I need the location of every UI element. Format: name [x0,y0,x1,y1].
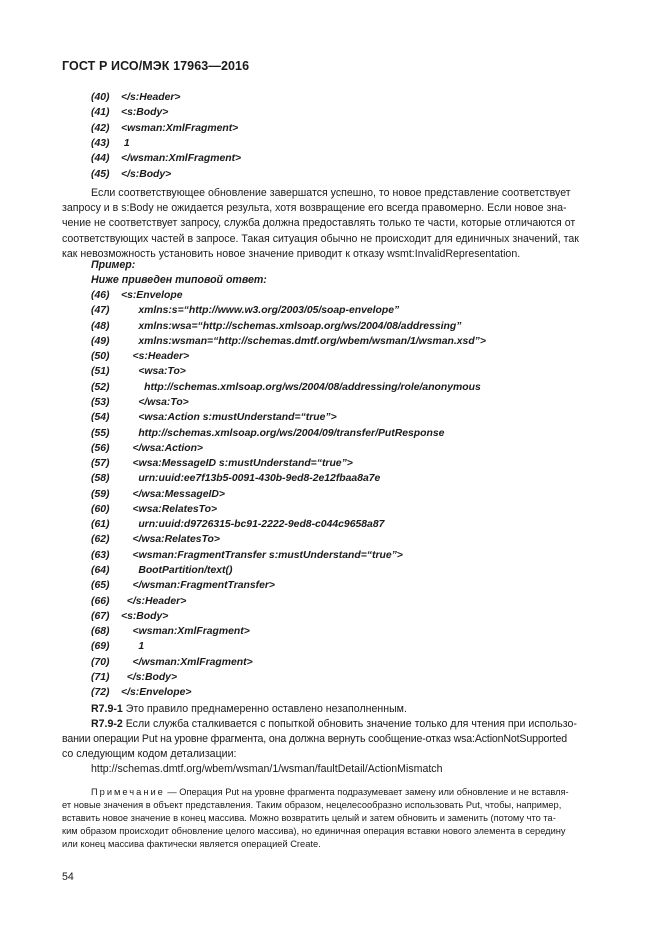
code-text: BootPartition/text() [121,565,233,577]
code-text: urn:uuid:ee7f13b5-0091-430b-9ed8-2e12fbaa8a7e [121,473,381,485]
code-line [91,305,399,317]
note-line3: вставить новое значение в конец массива. Можно возвратить целый и затем обновить и заменить (потому что та- [62,813,556,823]
code-line [91,672,177,684]
code-text: </s:Body> [121,672,178,683]
line-number: (69) [91,641,110,653]
code-line [91,687,191,699]
code-line [91,153,241,165]
paragraph-line: запросу и в s:Body не ожидается результа, хотя возвращение его всегда правомерно. Если новое зна- [62,202,567,215]
rule-r7-9-2-line2: вании операции Put на уровне фрагмента, она должна вернуть сообщение-отказ wsa:ActionNotSupported [62,733,567,745]
code-text: http://schemas.xmlsoap.org/ws/2004/09/transfer/PutResponse [121,427,445,439]
code-text: </s:Header> [121,92,181,103]
note-text: — Операция Put на уровне фрагмента подразумевает замену или обновление и не вставля- [164,787,569,797]
code-text: urn:uuid:d9726315-bc91-2222-9ed8-c044c9658a87 [121,519,385,531]
paragraph-line: чение не соответствует запросу, служба должна предоставлять только те части, которые отличаются от [62,217,576,230]
rule-r7-9-1 [91,703,407,715]
line-number: (61) [91,519,110,531]
code-line [91,366,186,378]
line-number: (43) [91,137,110,149]
code-line [91,123,238,135]
code-text: <wsa:RelatesTo> [121,503,218,515]
code-text: xmlns:wsa=“http://schemas.xmlsoap.org/ws/2004/08/addressing” [121,320,462,332]
rule-label: R7.9-2 [91,718,123,730]
line-number: (56) [91,442,110,454]
line-number: (59) [91,488,110,500]
line-number: (64) [91,565,110,577]
code-text: <wsman:XmlFragment> [121,626,250,638]
code-line [91,290,183,302]
code-text: </wsman:FragmentTransfer> [121,580,275,592]
line-number: (70) [91,656,110,668]
code-line [91,596,186,608]
code-line [91,169,171,181]
paragraph-line: как невозможность установить новое значение приводит к отказу wsmt:InvalidRepresentation. [62,247,521,260]
code-text: </s:Envelope> [121,687,192,699]
line-number: (72) [91,687,110,699]
line-number: (46) [91,290,110,301]
code-line [91,382,481,394]
paragraph-line: Если соответствующее обновление завершатся успешно, то новое представление соответствует [91,187,571,199]
code-line [91,565,232,577]
paragraph-line: соответствующих частей в запросе. Такая ситуация обычно не происходит для единичных значений, так [62,232,579,245]
code-line [91,550,403,562]
code-text: <s:Envelope [121,290,183,301]
rule-text: Это правило преднамеренно оставлено незаполненным. [122,703,407,715]
line-number: (67) [91,610,110,622]
code-text: <s:Body> [121,610,169,622]
code-text: xmlns:wsman=“http://schemas.dmtf.org/wbem/wsman/1/wsman.xsd”> [121,335,486,347]
code-text: </wsman:XmlFragment> [121,153,242,165]
code-line [91,458,353,470]
code-line [91,443,203,455]
code-text: </wsa:Action> [121,442,203,454]
code-text: <s:Header> [121,351,190,363]
code-line [91,336,486,348]
line-number: (53) [91,396,110,408]
fault-detail-url: http://schemas.dmtf.org/wbem/wsman/1/wsman/faultDetail/ActionMismatch [91,763,443,775]
line-number: (48) [91,320,110,332]
note-label: Примечание [91,787,165,797]
code-line [91,321,461,333]
line-number: (44) [91,153,110,165]
code-text: http://schemas.xmlsoap.org/ws/2004/08/addressing/role/anonymous [121,381,481,393]
line-number: (42) [91,122,110,134]
line-number: (60) [91,503,110,515]
code-line [91,428,444,440]
code-text: </wsa:MessageID> [121,488,225,500]
code-line [91,489,225,501]
line-number: (68) [91,626,110,638]
line-number: (55) [91,427,110,439]
rule-r7-9-2-line1 [91,718,577,730]
code-line [91,92,181,104]
code-text: <wsa:Action s:mustUnderstand=“true”> [121,412,337,424]
code-text: </s:Body> [121,168,172,180]
code-text: </wsa:To> [121,396,189,408]
code-text: xmlns:s=“http://www.w3.org/2003/05/soap-envelope” [121,305,400,317]
code-text: 1 [121,641,145,653]
code-line [91,107,168,119]
line-number: (71) [91,672,110,683]
note-line2: ет новые значения в объект представления. Таким образом, нецелесообразно использовать Put, чтобы, например, [62,800,562,810]
line-number: (40) [91,92,110,103]
note-line4: ким образом происходит обновление целого массива), но единичная операция вставки нового элемента в середину [62,826,566,836]
example-intro: Ниже приведен типовой ответ: [91,274,267,286]
line-number: (41) [91,107,110,119]
line-number: (51) [91,366,110,378]
code-line [91,504,217,516]
code-line [91,611,168,623]
code-line [91,519,384,531]
code-line [91,657,253,669]
code-text: <s:Body> [121,107,169,119]
code-text: <wsa:MessageID s:mustUnderstand=“true”> [121,458,353,470]
rule-label: R7.9-1 [91,703,123,715]
line-number: (47) [91,305,110,317]
line-number: (50) [91,351,110,363]
code-line [91,473,380,485]
code-line [91,534,220,546]
code-text: <wsa:To> [121,366,186,378]
code-line [91,397,189,409]
rule-text: Если служба сталкивается с попыткой обновить значение только для чтения при использо- [122,718,577,730]
code-text: </wsman:XmlFragment> [121,656,253,668]
page-number: 54 [62,871,74,883]
code-line [91,580,275,592]
line-number: (52) [91,381,110,393]
code-line [91,351,189,363]
code-line [91,626,250,638]
code-text: <wsman:XmlFragment> [121,122,239,134]
code-line [91,412,337,424]
example-label: Пример: [91,259,136,271]
line-number: (49) [91,335,110,347]
rule-r7-9-2-line3: со следующим кодом детализации: [62,748,237,760]
line-number: (65) [91,580,110,592]
code-line [91,641,144,653]
line-number: (66) [91,595,110,607]
line-number: (63) [91,549,110,561]
note-line1 [91,787,569,797]
document-header: ГОСТ Р ИСО/МЭК 17963—2016 [62,59,250,73]
line-number: (54) [91,412,110,424]
note-line5: или конец массива фактически является операцией Create. [62,839,321,849]
code-text: <wsman:FragmentTransfer s:mustUnderstand=“true”> [121,549,403,561]
code-line [91,138,130,150]
line-number: (45) [91,168,110,180]
line-number: (62) [91,534,110,546]
line-number: (58) [91,473,110,485]
code-text: </s:Header> [121,595,187,607]
code-text: </wsa:RelatesTo> [121,534,220,546]
code-text: 1 [121,137,130,149]
line-number: (57) [91,458,110,470]
